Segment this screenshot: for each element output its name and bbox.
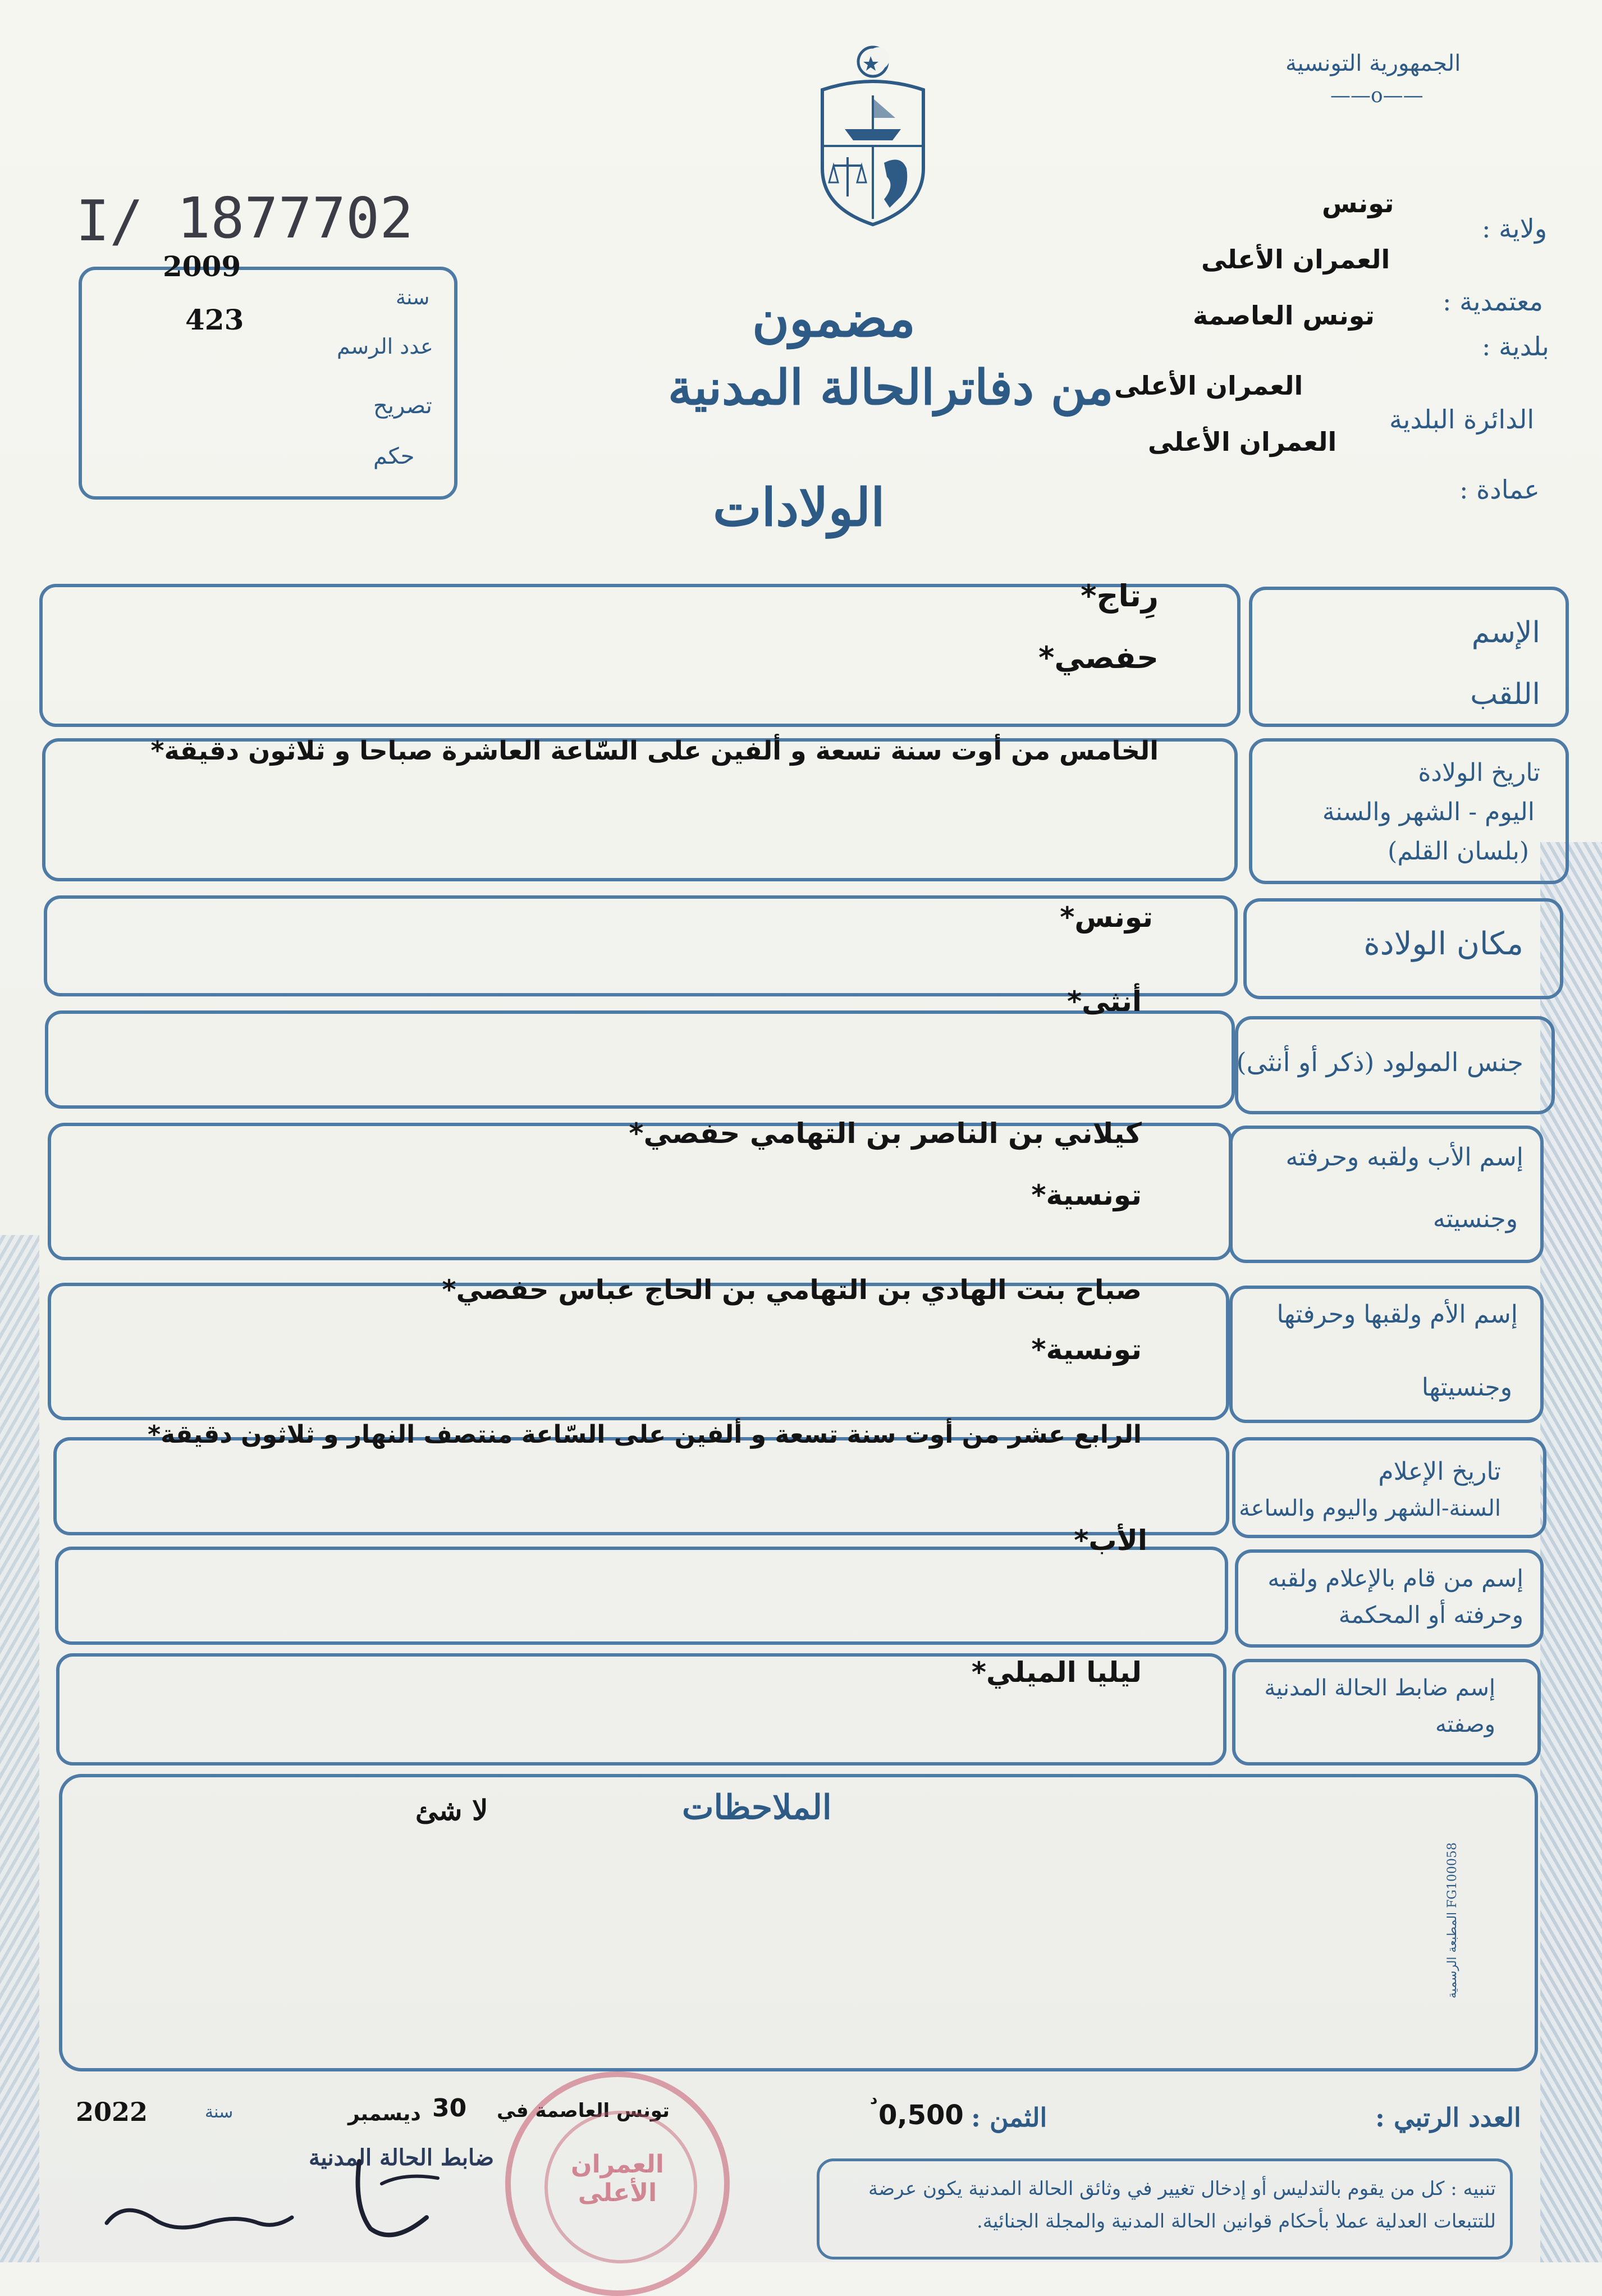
notice-text: تنبيه : كل من يقوم بالتدليس أو إدخال تغيير في وثائق الحالة المدنية يكون عرضة للتتبعات العدلية عملا بأحكام قوانين الحالة المدنية والمجلة الجنائية.: [868, 2178, 1496, 2233]
serial-number-label: العدد الرتبي :: [1375, 2102, 1521, 2133]
footer-day: 30: [432, 2094, 467, 2123]
surname-label: اللقب: [1470, 678, 1540, 711]
title-registers: من دفاترالحالة المدنية: [668, 359, 1114, 416]
baladiya-label: بلدية :: [1482, 331, 1549, 362]
declarant-label: إسم من قام بالإعلام ولقبه: [1267, 1565, 1523, 1592]
price-unit: د: [870, 2091, 878, 2108]
officer-sublabel: وصفته: [1435, 1712, 1495, 1737]
declaration-date-value-box: [53, 1437, 1229, 1535]
declaration-date-sublabel: السنة-الشهر واليوم والساعة: [1239, 1495, 1501, 1521]
mutamadiya-label: معتمدية :: [1443, 286, 1544, 317]
printer-mark: المطبعة الرسمية FG100058: [1445, 1842, 1459, 1998]
name-value: رِتاج*: [1081, 578, 1159, 614]
republic-header: الجمهورية التونسية: [1285, 51, 1461, 76]
official-stamp: [505, 2071, 730, 2296]
serial-number: 1877702: [177, 185, 414, 251]
title-madmoun: مضمون: [752, 289, 916, 349]
wilaya-label: ولاية :: [1482, 213, 1548, 244]
imada-value: العمران الأعلى: [1148, 427, 1337, 457]
price-value: 0,500: [878, 2100, 964, 2131]
remarks-label: الملاحظات: [682, 1788, 832, 1827]
serial-prefix: I/: [76, 188, 144, 254]
footer-place: تونس العاصمة في: [497, 2100, 670, 2122]
wilaya-value: تونس: [1322, 188, 1394, 218]
sex-value: أنثى*: [1067, 985, 1142, 1018]
remarks-value: لا شئ: [415, 1794, 488, 1827]
mother-nationality-value: تونسية*: [1031, 1333, 1142, 1366]
officer-value: ليليا الميلي*: [971, 1656, 1142, 1689]
security-border-left: [0, 1235, 39, 2262]
price-label: الثمن :: [971, 2102, 1047, 2133]
birth-date-sublabel: اليوم - الشهر والسنة: [1322, 798, 1535, 826]
sex-label: جنس المولود (ذكر أو أنثى): [1236, 1047, 1523, 1077]
baladiya-value: تونس العاصمة: [1193, 300, 1375, 331]
birth-date-label: تاريخ الولادة: [1418, 758, 1540, 787]
birth-place-value-box: [44, 895, 1238, 996]
officer-label: إسم ضابط الحالة المدنية: [1264, 1675, 1495, 1701]
mother-nationality-label: وجنسيتها: [1421, 1373, 1512, 1402]
daira-value: العمران الأعلى: [1114, 371, 1303, 401]
sex-value-box: [45, 1010, 1235, 1109]
birth-place-value: تونس*: [1060, 901, 1153, 934]
registry-judgment-label: حكم: [373, 443, 415, 469]
footer-month: ديسمبر: [348, 2102, 421, 2125]
declarant-value: الأب*: [1074, 1524, 1147, 1557]
stamp-text: العمران الأعلى: [571, 2150, 664, 2207]
father-nationality-label: وجنسيته: [1432, 1205, 1518, 1233]
registry-number-label: عدد الرسم: [337, 334, 433, 359]
declaration-date-value: الرابع عشر من أوت سنة تسعة و ألفين على السّاعة منتصف النهار و ثلاثون دقيقة*: [148, 1420, 1142, 1449]
coat-of-arms-icon: [817, 39, 929, 230]
father-nationality-value: تونسية*: [1031, 1179, 1142, 1211]
declarant-value-box: [55, 1547, 1228, 1645]
birth-date-value: الخامس من أوت سنة تسعة و ألفين على السّاعة العاشرة صباحا و ثلاثون دقيقة*: [150, 735, 1159, 766]
mutamadiya-value: العمران الأعلى: [1201, 244, 1390, 275]
registry-year-value: 2009: [163, 250, 241, 283]
declarant-sublabel: وحرفته أو المحكمة: [1338, 1601, 1523, 1629]
title-births: الولادات: [713, 477, 885, 538]
republic-divider: ——o——: [1330, 84, 1424, 107]
birth-place-label: مكان الولادة: [1363, 926, 1523, 962]
imada-label: عمادة :: [1459, 474, 1540, 505]
footer-year-value: 2022: [76, 2097, 148, 2127]
father-label: إسم الأب ولقبه وحرفته: [1285, 1143, 1523, 1172]
mother-value: صباح بنت الهادي بن التهامي بن الحاج عباس حفصي*: [442, 1274, 1142, 1306]
registry-declaration-label: تصريح: [373, 393, 432, 419]
registry-number-value: 423: [185, 303, 244, 336]
surname-value: حفصي*: [1038, 640, 1159, 675]
footer-year-label: سنة: [205, 2102, 234, 2122]
daira-label: الدائرة البلدية: [1389, 404, 1535, 434]
birth-date-pen-label: (بلسان القلم): [1388, 837, 1529, 866]
officer-caption: ضابط الحالة المدنية: [309, 2144, 495, 2171]
father-value: كيلاني بن الناصر بن التهامي حفصي*: [629, 1117, 1142, 1150]
registry-year-label: سنة: [396, 286, 430, 309]
name-label: الإسم: [1471, 616, 1540, 650]
mother-label: إسم الأم ولقبها وحرفتها: [1276, 1300, 1518, 1329]
handwritten-signature: [90, 2139, 483, 2262]
declaration-date-label: تاريخ الإعلام: [1378, 1457, 1501, 1486]
